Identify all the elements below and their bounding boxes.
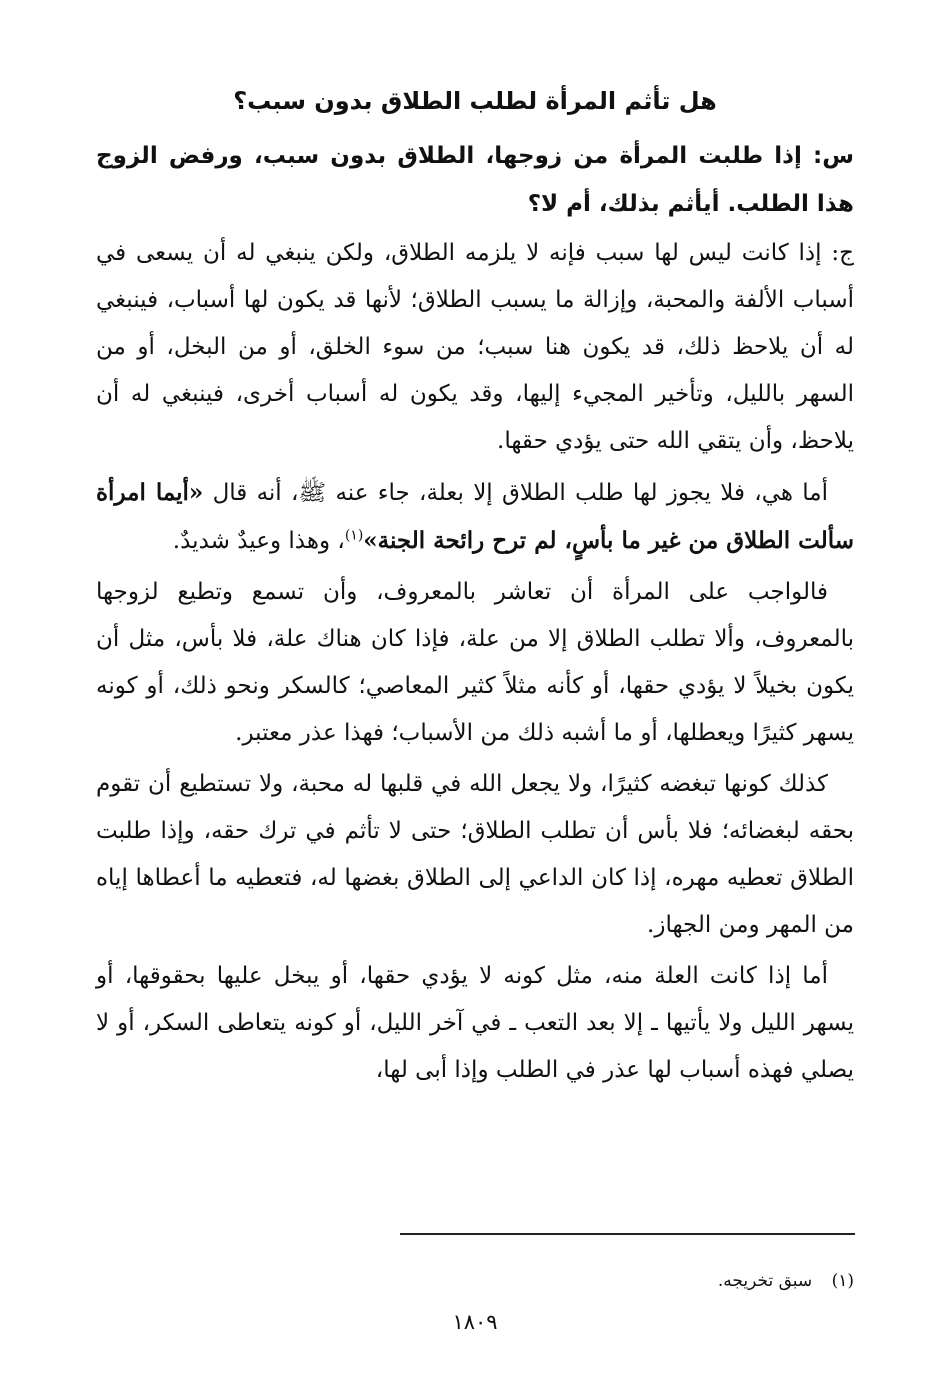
answer-paragraph-1: ج: إذا كانت ليس لها سبب فإنه لا يلزمه الطلاق، ولكن ينبغي له أن يسعى في أسباب الألفة والمحبة، وإزالة ما يسبب الطلاق؛ لأنها قد يكون لها أسباب، فينبغي له أن يلاحظ ذلك، قد يكون هنا سبب؛ من سوء الخلق، أو من البخل، أو من السهر بالليل، وتأخير المجيء إليها، وقد يكون له أسباب أخرى، فينبغي له أن يلاحظ، وأن يتقي الله حتى يؤدي حقها. <box>96 240 854 454</box>
paragraph-text: ، وهذا وعيدٌ شديدٌ. <box>172 528 345 554</box>
answer-paragraph-2 <box>96 469 854 565</box>
main-content <box>96 78 854 1098</box>
paragraph-text: أما هي، فلا يجوز لها طلب الطلاق إلا بعلة، جاء عنه ﷺ، أنه قال <box>212 480 828 506</box>
question-text: س: إذا طلبت المرأة من زوجها، الطلاق بدون سبب، ورفض الزوج هذا الطلب. أيأثم بذلك، أم لا؟ <box>96 143 854 217</box>
footnote-number: (١) <box>831 1271 854 1291</box>
answer-paragraph-4: كذلك كونها تبغضه كثيرًا، ولا يجعل الله في قلبها له محبة، ولا تستطيع أن تقوم بحقه لبغضائه؛ فلا بأس أن تطلب الطلاق؛ حتى لا تأثم في ترك حقه، وإذا طلبت الطلاق تعطيه مهره، إذا كان الداعي إلى الطلاق بغضها له، فتعطيه ما أعطاها إياه من المهر ومن الجهاز. <box>96 771 854 938</box>
page-number: ١٨٠٩ <box>452 1310 498 1334</box>
footnote-separator <box>400 1233 855 1235</box>
footnote <box>96 1266 854 1296</box>
footnote-text: سبق تخريجه. <box>717 1271 813 1291</box>
hadith-quote: «أيما امرأة سألت الطلاق من غير ما بأسٍ، لم ترح رائحة الجنة» <box>96 479 854 554</box>
footnote-reference: (١) <box>344 527 364 544</box>
page-title: هل تأثم المرأة لطلب الطلاق بدون سبب؟ <box>233 87 717 115</box>
answer-paragraph-3: فالواجب على المرأة أن تعاشر بالمعروف، وأن تسمع وتطيع لزوجها بالمعروف، وألا تطلب الطلاق إلا من علة، فإذا كان هناك علة، فلا بأس، مثل أن يكون بخيلاً لا يؤدي حقها، أو كأنه مثلاً كثير المعاصي؛ كالسكر ونحو ذلك، أو كونه يسهر كثيرًا ويعطلها، أو ما أشبه ذلك من الأسباب؛ فهذا عذر معتبر. <box>96 579 854 746</box>
answer-paragraph-5: أما إذا كانت العلة منه، مثل كونه لا يؤدي حقها، أو يبخل عليها بحقوقها، أو يسهر الليل ولا يأتيها ـ إلا بعد التعب ـ في آخر الليل، أو كونه يتعاطى السكر، أو لا يصلي فهذه أسباب لها عذر في الطلب وإذا أبى لها، <box>96 963 854 1083</box>
